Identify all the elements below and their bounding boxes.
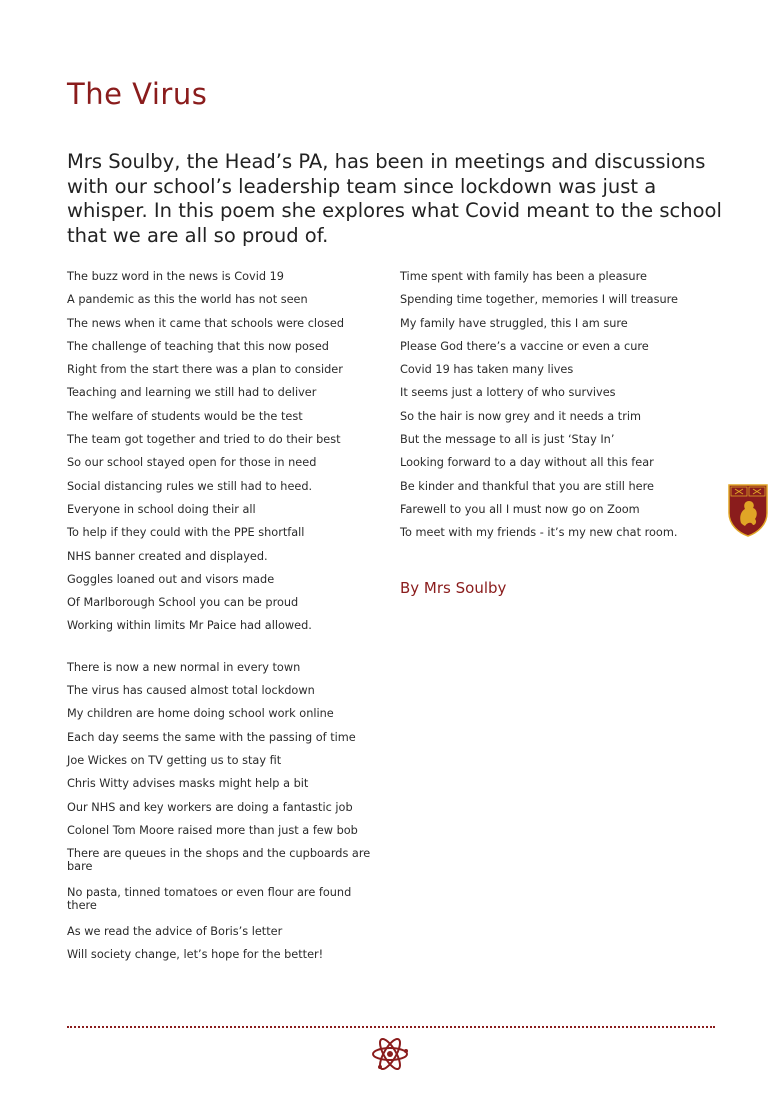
poem-line: Right from the start there was a plan to consider: [67, 363, 343, 377]
poem-line: So the hair is now grey and it needs a trim: [400, 409, 642, 423]
poem-line: NHS banner created and displayed.: [67, 549, 268, 563]
atom-icon: [370, 1034, 410, 1074]
poem-line: Each day seems the same with the passing of time: [67, 730, 356, 744]
poem-line: To meet with my friends - it’s my new chat room.: [400, 526, 678, 540]
page-title: The Virus: [67, 77, 208, 112]
poem-line: Be kinder and thankful that you are still here: [400, 479, 654, 493]
poem-line: But the message to all is just ‘Stay In’: [400, 433, 615, 447]
poem-line: My children are home doing school work online: [67, 707, 334, 721]
poem-line: No pasta, tinned tomatoes or even flour are found there: [67, 886, 352, 913]
poem-line: Of Marlborough School you can be proud: [67, 596, 299, 610]
poem-stanza-1: [67, 270, 375, 643]
poem-line: The buzz word in the news is Covid 19: [67, 270, 284, 283]
poem-stanza-3: [400, 270, 720, 550]
poem-line: Looking forward to a day without all this fear: [400, 456, 654, 470]
poem-line: Chris Witty advises masks might help a bit: [67, 777, 309, 791]
poem-line: There are queues in the shops and the cupboards are bare: [67, 847, 371, 874]
poem-line: Will society change, let’s hope for the better!: [67, 948, 324, 962]
poem-line: As we read the advice of Boris’s letter: [67, 925, 283, 939]
poem-line: Social distancing rules we still had to heed.: [67, 479, 313, 493]
poem-line: Our NHS and key workers are doing a fantastic job: [67, 800, 353, 814]
poem-line: Please God there’s a vaccine or even a cure: [400, 339, 649, 353]
poem-line: The news when it came that schools were closed: [67, 316, 344, 330]
poem-line: Farewell to you all I must now go on Zoom: [400, 502, 640, 516]
poem-byline: By Mrs Soulby: [400, 579, 507, 597]
footer-divider: [67, 1026, 715, 1028]
poem-line: Covid 19 has taken many lives: [400, 363, 574, 377]
poem-line: To help if they could with the PPE shortfall: [67, 526, 305, 540]
poem-line: Time spent with family has been a pleasure: [400, 270, 647, 283]
poem-line: My family have struggled, this I am sure: [400, 316, 628, 330]
poem-line: It seems just a lottery of who survives: [400, 386, 616, 400]
poem-line: Goggles loaned out and visors made: [67, 572, 275, 586]
poem-line: The virus has caused almost total lockdown: [67, 684, 315, 698]
poem-line: A pandemic as this the world has not seen: [67, 293, 308, 307]
intro-paragraph: Mrs Soulby, the Head’s PA, has been in meetings and discussions with our school’s leadership team since lockdown was just a whisper. In this poem she explores what Covid meant to the school that we are all so proud of.: [67, 150, 722, 247]
poem-line: Spending time together, memories I will treasure: [400, 293, 678, 307]
poem-line: The welfare of students would be the test: [67, 409, 303, 423]
poem-line: Teaching and learning we still had to deliver: [67, 386, 317, 400]
poem-line: Working within limits Mr Paice had allowed.: [67, 619, 312, 633]
poem-line: Everyone in school doing their all: [67, 502, 256, 516]
poem-stanza-2: [67, 661, 375, 972]
poem-line: There is now a new normal in every town: [67, 660, 301, 674]
poem-line: Colonel Tom Moore raised more than just a few bob: [67, 823, 358, 837]
poem-line: The team got together and tried to do their best: [67, 433, 341, 447]
poem-right-column: [400, 270, 720, 550]
stanza-gap: [67, 643, 375, 661]
poem-line: The challenge of teaching that this now posed: [67, 339, 329, 353]
poem-line: So our school stayed open for those in need: [67, 456, 317, 470]
poem-left-column: [67, 270, 375, 972]
school-crest-icon: [727, 483, 769, 537]
poem-line: Joe Wickes on TV getting us to stay fit: [67, 753, 282, 767]
